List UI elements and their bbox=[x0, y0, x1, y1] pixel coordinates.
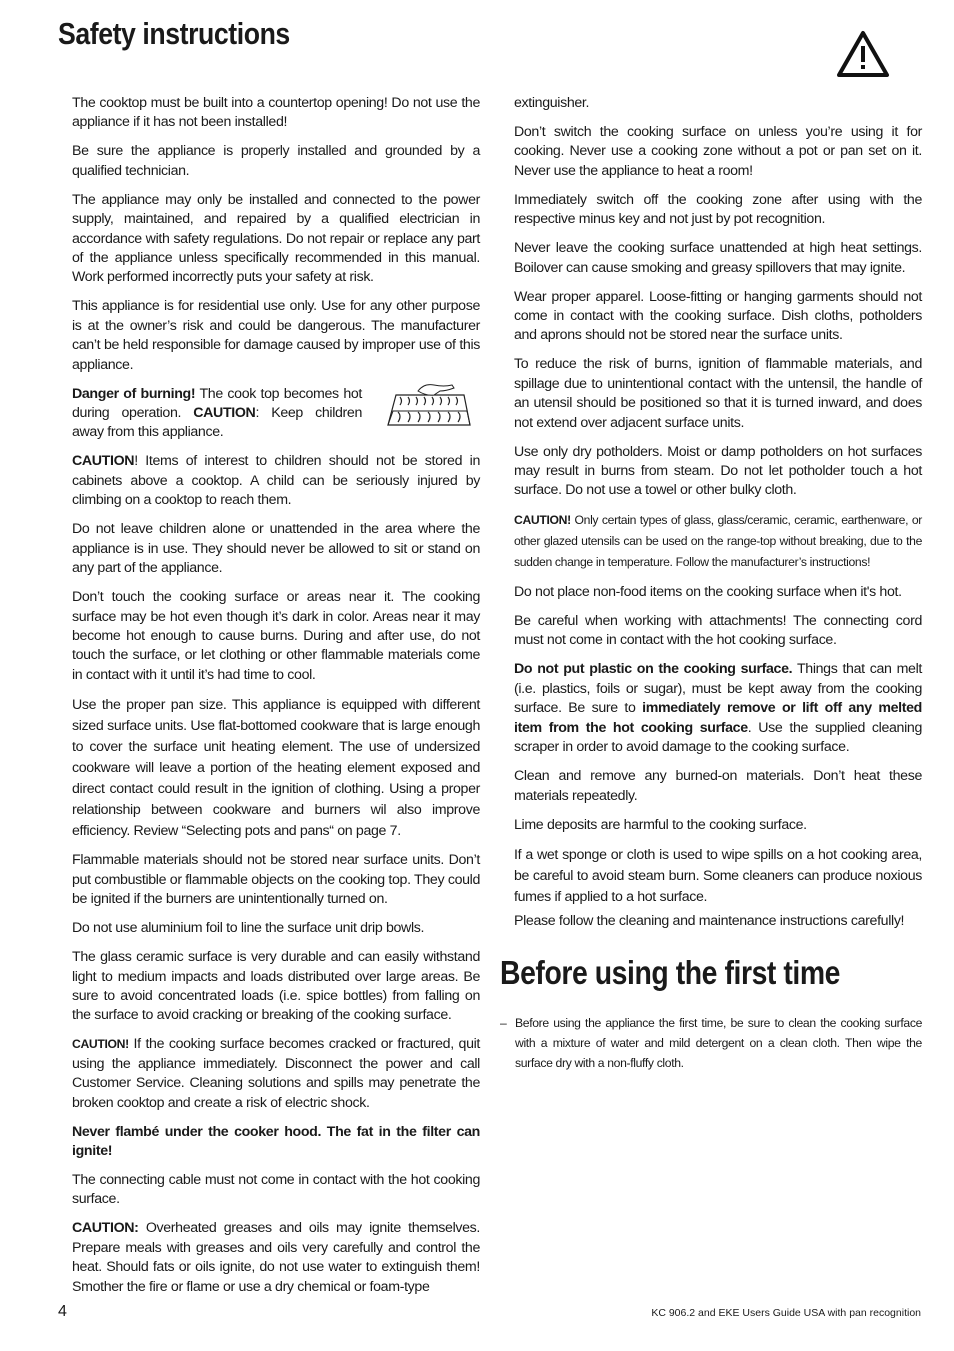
paragraph: Immediately switch off the cooking zone after using with the respective minus key and not just by pot recognition. bbox=[514, 191, 922, 228]
paragraph: Wear proper apparel. Loose-fitting or hanging garments should not come in contact with the cooking surface. Dish cloths, potholders and aprons should not be stored near the surface units. bbox=[514, 288, 922, 344]
paragraph: Clean and remove any burned-on materials. Don’t heat these materials repeatedly. bbox=[514, 768, 922, 804]
paragraph: The glass ceramic surface is very durable and can easily withstand light to medium impacts and loads distributed over large areas. Be sure to avoid concentrated loads (i.e. spice bottles) from falling on the surface to avoid cracking or breaking of the cooking surface. bbox=[72, 949, 480, 1024]
page-title: Safety instructions bbox=[58, 16, 290, 51]
paragraph: extinguisher. bbox=[514, 95, 590, 111]
paragraph: Do not place non-food items on the cooking surface when it's hot. bbox=[514, 584, 902, 601]
paragraph: Please follow the cleaning and maintenance instructions carefully! bbox=[514, 912, 905, 929]
paragraph: This appliance is for residential use only. Use for any other purpose is at the owner’s risk and could be dangerous. The manufacturer can’t be held responsible for damage caused by improper use of this appliance. bbox=[72, 298, 480, 373]
paragraph: Use only dry potholders. Moist or damp potholders on hot surfaces may result in burns from steam. Do not let potholder touch a hot surface. Do not use a towel or other bulky cloth. bbox=[514, 443, 922, 499]
bold-text: Never flambé under the cooker hood. The fat in the filter can ignite! bbox=[72, 1123, 480, 1159]
list-item bbox=[500, 1013, 922, 1073]
paragraph: The cooktop must be built into a countertop opening! Do not use the appliance if it has not been installed! bbox=[72, 95, 480, 131]
hot-cooktop-hand-icon bbox=[382, 381, 474, 431]
text: The cook top becomes hot during operation. bbox=[72, 385, 362, 422]
paragraph bbox=[72, 1035, 480, 1113]
paragraph bbox=[72, 385, 362, 443]
paragraph: Lime deposits are harmful to the cooking surface. bbox=[514, 816, 807, 833]
bold-text: CAUTION: bbox=[72, 1220, 139, 1237]
paragraph bbox=[514, 510, 922, 573]
list-item-text: Before using the appliance the first time, be sure to clean the cooking surface with a mixture of water and mild detergent on a clean cloth. Then wipe the surface dry with a non-fluffy cloth. bbox=[515, 1015, 922, 1070]
text: Things that can melt (i.e. plastics, foils or sugar), must be kept away from the cooking surface. Be sure to bbox=[514, 661, 922, 717]
footer-text: KC 906.2 and EKE Users Guide USA with pan recognition bbox=[651, 1307, 921, 1319]
paragraph: Flammable materials should not be stored near surface units. Don’t put combustible or flammable objects on the cooking top. They could be ignited if the burners are unintentionally turned on. bbox=[72, 852, 480, 908]
section-heading: Before using the first time bbox=[500, 953, 841, 991]
paragraph: To reduce the risk of burns, ignition of flammable materials, and spillage due to unintentional contact with the untensil, the handle of an utensil should be positioned so that it is turned inward, and does not extend over adjacent surface units. bbox=[514, 356, 922, 431]
bold-text: Do not put plastic on the cooking surface. bbox=[514, 661, 793, 678]
paragraph: The appliance may only be installed and connected to the power supply, maintained, and repaired by a qualified electrician in accordance with safety regulations. Do not repair or replace any part of the appliance unless specifically recommended in this manual. Work performed incorrectly puts your safety at risk. bbox=[72, 191, 480, 286]
text: : Keep children away from this appliance. bbox=[72, 405, 362, 441]
paragraph: The connecting cable must not come in contact with the hot cooking surface. bbox=[72, 1171, 480, 1208]
left-column bbox=[72, 94, 480, 1307]
paragraph: Be sure the appliance is properly installed and grounded by a qualified technician. bbox=[72, 143, 480, 179]
bold-text: Danger of burning! bbox=[72, 385, 196, 402]
list-dash: – bbox=[500, 1015, 507, 1030]
paragraph: Do not leave children alone or unattended in the area where the appliance is in use. They should never be allowed to sit or stand on any part of the appliance. bbox=[72, 521, 480, 577]
paragraph: If a wet sponge or cloth is used to wipe spills on a hot cooking area, be careful to avoid steam burn. Some cleaners can produce noxious fumes if applied to a hot surface. bbox=[514, 846, 922, 905]
text: If the cooking surface becomes cracked or fractured, quit using the appliance immediately. Disconnect the power and call Customer Service. Cleaning solutions and spills may penetrate the broken cooktop and create a risk of electric shock. bbox=[72, 1036, 480, 1111]
text: Only certain types of glass, glass/ceramic, ceramic, earthenware, or other glazed utensils can be used on the range-top without breaking, due to the sudden change in temperature. Follow the manufacturer’s instructions! bbox=[514, 513, 922, 570]
bold-text: CAUTION bbox=[72, 453, 135, 470]
bold-text: immediately remove or lift off any melted item from the hot cooking surface bbox=[514, 700, 922, 736]
warning-triangle-icon bbox=[836, 30, 890, 78]
paragraph bbox=[72, 1123, 480, 1162]
paragraph: Don’t switch the cooking surface on unless you’re using it for cooking. Never use a cooking zone without a pot or pan set on it. Never use the appliance to heat a room! bbox=[514, 124, 922, 179]
text: . Use the supplied cleaning scraper in order to avoid damage to the cooking surface. bbox=[514, 719, 922, 756]
bold-text: CAUTION bbox=[193, 405, 256, 422]
paragraph: Don’t touch the cooking surface or areas near it. The cooking surface may be hot even though it’s dark in color. Areas near it may become hot enough to cause burns. During and after use, do not touch the surface, or let clothing or other flammable materials come in contact with it until it’s had time to cool. bbox=[72, 589, 480, 683]
right-column bbox=[500, 94, 922, 1073]
paragraph: Do not use aluminium foil to line the surface unit drip bowls. bbox=[72, 920, 425, 937]
paragraph bbox=[72, 1219, 480, 1297]
bold-text: CAUTION! bbox=[72, 1037, 129, 1052]
text: Overheated greases and oils may ignite themselves. Prepare meals with greases and oils very carefully and control the heat. Should fats or oils ignite, do not use water to extinguish them! Smother the fire or flame or use a dry chemical or foam-type bbox=[72, 1220, 480, 1295]
page-number: 4 bbox=[58, 1303, 67, 1320]
paragraph bbox=[514, 660, 922, 757]
paragraph bbox=[72, 452, 480, 510]
paragraph: Be careful when working with attachments! The connecting cord must not come in contact with the hot cooking surface. bbox=[514, 613, 922, 649]
paragraph: Never leave the cooking surface unattended at high heat settings. Boilover can cause smoking and greasy spillovers that may ignite. bbox=[514, 240, 922, 276]
text: ! Items of interest to children should not be stored in cabinets above a cooktop. A child can be seriously injured by climbing on a cooktop to reach them. bbox=[72, 453, 480, 509]
bold-text: CAUTION! bbox=[514, 513, 571, 528]
danger-of-burning-block bbox=[72, 385, 480, 443]
paragraph: Use the proper pan size. This appliance is equipped with different sized surface units. Use flat-bottomed cookware that is large enough to cover the surface unit heating element. The use of undersized cookware will leave a portion of the heating element exposed and direct contact could result in the ignition of clothing. Using a proper relationship between cookware and burners wil also improve efficiency. Review “Selecting pots and pans“ on page 7. bbox=[72, 696, 480, 839]
